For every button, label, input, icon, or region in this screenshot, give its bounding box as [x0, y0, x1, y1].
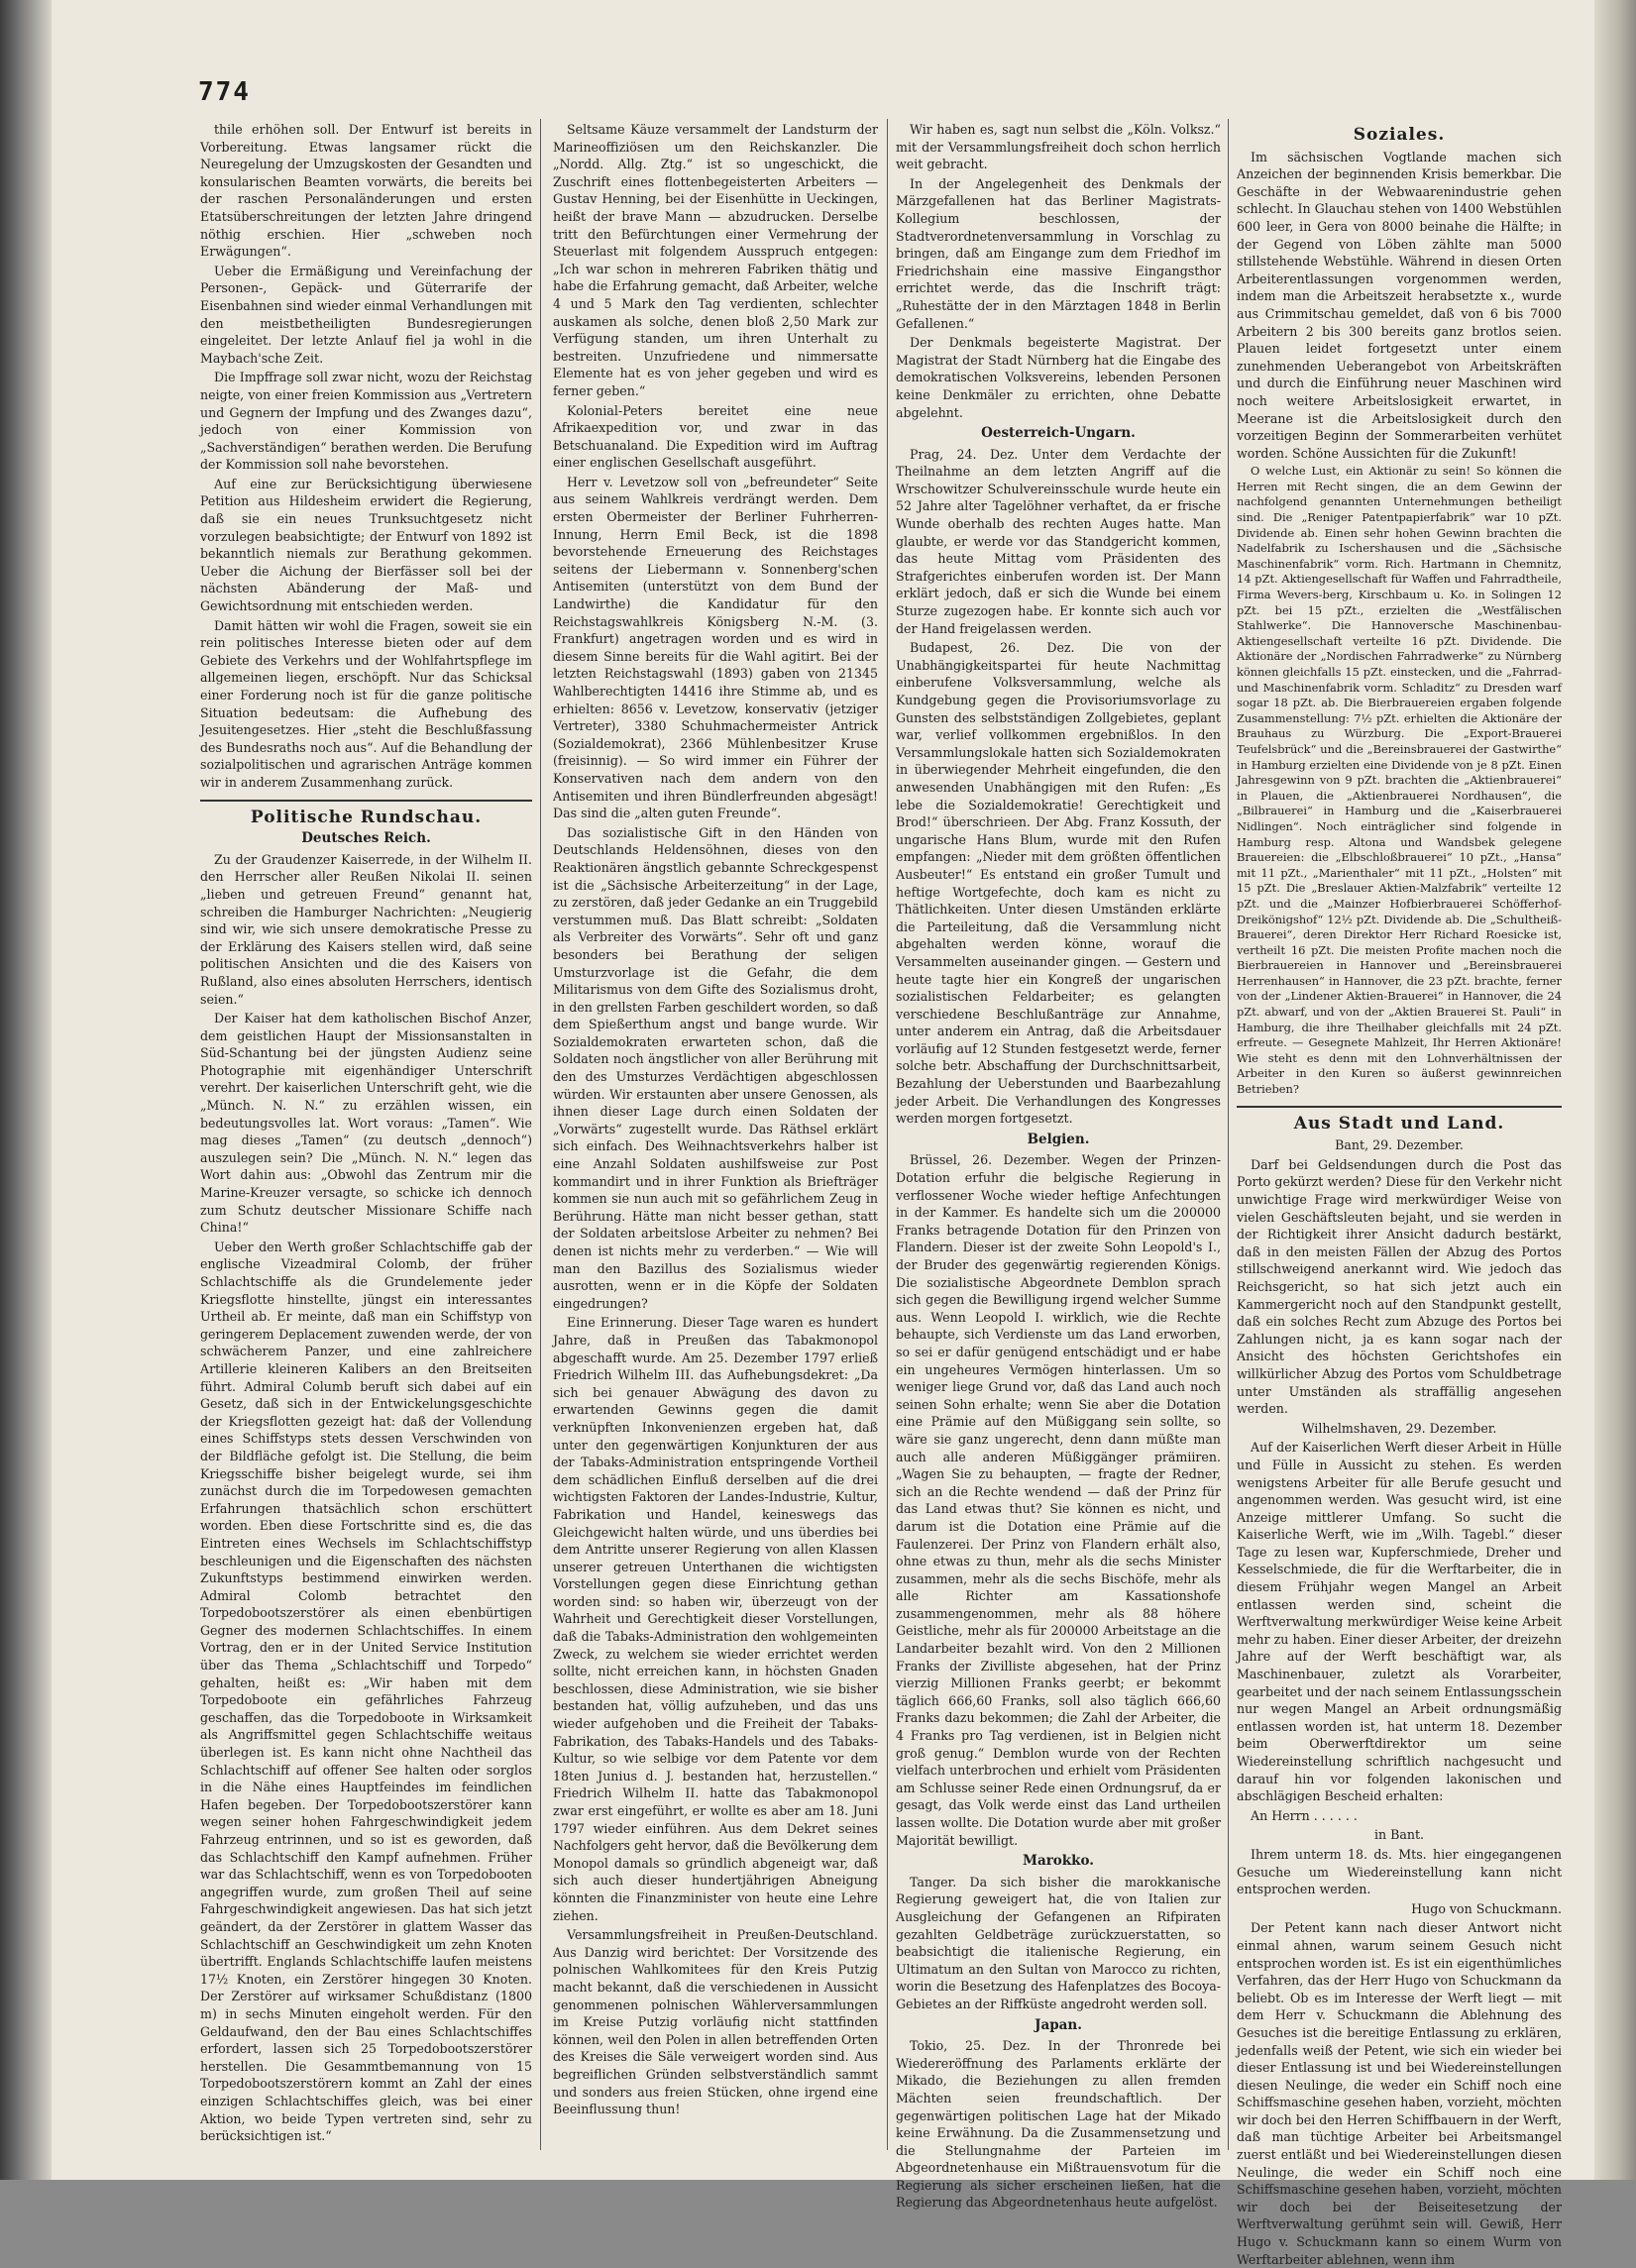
section-heading: Politische Rundschau.: [250, 807, 483, 827]
paragraph: Tanger. Da sich bisher die marokkanische Regierung geweigert hat, die von Italien zur Ausgleichung der Gefangenen an Rifpiraten gezahlten Geldbeträge zurückzuerstatten, so beabsichtigt die italienische Regierung, ein Ultimatum an den Sultan von Marocco zu richten, worin die Besetzung des Hafenplatzes des Bocoya-Gebietes an der Riffküste angedroht werden soll.: [896, 1874, 1221, 2011]
paragraph: Prag, 24. Dez. Unter dem Verdachte der Theilnahme an dem letzten Angriff auf die Wrschowitzer Schulvereinsschule wurde heute ein 52 Jahre alter Tagelöhner verhaftet, da er frische Wunde oberhalb des rechten Auges hatte. Man glaubte, er werde vor das Standgericht kommen, das heute Mittag vom Präsidenten des Strafgerichtes einberufen worden ist. Der Mann erklärt jedoch, daß er sich die Wunde bei einem Sturze zugezogen habe. Er konnte sich auch vor der Hand freigelassen werden.: [896, 446, 1221, 636]
paragraph: Auf eine zur Berücksichtigung überwiesene Petition aus Hildesheim erwidert die Regierung, daß sie ein neues Trunksuchtgesetz nicht vorzulegen beabsichtigte; der Entwurf von 1892 ist bekanntlich niemals zur Berathung gekommen. Ueber die Aichung der Bierfässer soll bei der nächsten Abänderung der Maß- und Gewichtsordnung mit entschieden werden.: [200, 476, 532, 614]
paragraph: Das sozialistische Gift in den Händen von Deutschlands Heldensöhnen, dieses von den Reaktionären ängstlich gebannte Schreckgespenst ist die „Sächsische Arbeiterzeitung“ in der Lage, zu zerstören, daß jeder Gedanke an ein Truggebild verstummen muß. Das Blatt schreibt: „Soldaten als Verbreiter des Vorwärts“. Sehr oft und ganz besonders bei Berathung der seligen Umsturzvorlage ist die Gefahr, die dem Militarismus von dem Gifte des Sozialismus droht, in den grellsten Farben geschildert worden, so daß dem Spießerthum angst und bange wurde. Wir Sozialdemokraten erwarteten schon, daß die Soldaten noch ängstlicher von aller Berührung mit den des Umsturzes Verdächtigen abgeschlossen würden. Wir erstaunten aber unsere Genossen, als ihnen dieser Lage durch einen Soldaten der „Vorwärts“ zugestellt wurde. Das Räthsel erklärt sich einfach. Des Weihnachtsverkehrs halber ist eine Anzahl Soldaten aushilfsweise zur Post kommandirt und in ihrer Funktion als Briefträger kommen sie nun auch mit so gefährlichem Zeug in Berührung. Hätte man nicht besser gethan, statt der Soldaten arbeitslose Arbeiter zu nehmen? Bei denen ist nichts mehr zu verderben.“ — Wie will man den Bazillus des Sozialismus wieder ausrotten, wenn er in die Köpfe der Soldaten eingedrungen?: [553, 824, 878, 1311]
column-4: [1237, 121, 1562, 2267]
paragraph: Seltsame Käuze versammelt der Landsturm der Marineoffiziösen um den Reichskanzler. Die „Nordd. Allg. Ztg.“ ist so ungeschickt, die Zuschrift eines flottenbegeisterten Arbeiters — Gustav Henning, bei der Eisenhütte in Ueckingen, heißt der brave Mann — abzudrucken. Derselbe tritt den Befürchtungen einer Vermehrung der Steuerlast mit folgendem Ausspruch entgegen: „Ich war schon in mehreren Fabriken thätig und habe die Erfahrung gemacht, daß Arbeiter, welche 4 und 5 Mark den Tag verdienten, schlechter auskamen als solche, denen bloß 2,50 Mark zur Verfügung standen, um ihren Unterhalt zu bestreiten. Unzufriedene und nimmersatte Elemente hat es von jeher gegeben und wird es ferner geben.“: [553, 122, 878, 398]
paragraph: In der Angelegenheit des Denkmals der Märzgefallenen hat das Berliner Magistrats-Kollegium beschlossen, der Stadtverordnetenversammlung in Vorschlag zu bringen, daß am Eingange zum dem Friedhof im Friedrichshain eine massive Eingangsthor errichtet werde, das die Inschrift trägt: „Ruhestätte der in den Märztagen 1848 in Berlin Gefallenen.“: [896, 175, 1221, 331]
paragraph: thile erhöhen soll. Der Entwurf ist bereits in Vorbereitung. Etwas langsamer rückt die Neuregelung der Umzugskosten der Gesandten und konsularischen Beamten vorwärts, die bereits bei der raschen Personaländerungen und ersten Etatsüberschreitungen der letzten Jahre dringend nöthig erschien. Hier „schweben noch Erwägungen“.: [200, 122, 532, 260]
book-edge-right: [1594, 0, 1636, 2180]
paragraph: Brüssel, 26. Dezember. Wegen der Prinzen-Dotation erfuhr die belgische Regierung in verflossener Woche wieder heftige Anfechtungen in der Kammer. Es handelte sich um die 200000 Franks betragende Dotation für den Prinzen von Flandern. Dieser ist der zweite Sohn Leopold's I., der Bruder des gegenwärtig regierenden Königs. Die sozialistische Abgeordnete Demblon sprach sich gegen die Bewilligung irgend welcher Summe aus. Wenn Leopold I. wirklich, wie die Rechte behaupte, sich Verdienste um das Land erworben, so sei er dafür genügend entschädigt und er habe ein ungeheures Vermögen hinterlassen. Um so weniger liege Grund vor, daß das Land auch noch seinen Sohn erhalte; wenn Sie aber die Dotation eine Prämie auf den Müßiggang sein sollte, so wäre sie ganz ungerecht, denn dann müßte man auch alle anderen Müßiggänger prämiiren. „Wagen Sie zu behaupten, — fragte der Redner, sich an die Rechte wendend — daß der Prinz für das Land etwas thut? Sie können es nicht, und darum ist die Dotation eine Prämie auf die Faulenzerei. Der Prinz von Flandern erhält also, ohne etwas zu thun, mehr als die sechs Minister zusammen, mehr als die sechs Bischöfe, mehr als alle Richter am Kassationshofe zusammengenommen, mehr als 88 höhere Geistliche, mehr als für 200000 Arbeitstage an die Landarbeiter bezahlt wird. Von den 2 Millionen Franks der Zivilliste abgesehen, hat der Prinz vierzig Millionen Franks geerbt; er bekommt täglich 666,60 Franks, soll also täglich 666,60 Franks dazu bekommen; die Zahl der Arbeiter, die 4 Franks pro Tag verdienen, ist in Belgien nicht groß genug.“ Demblon wurde von der Rechten vielfach unterbrochen und erhielt vom Präsidenten am Schlusse seiner Rede einen Ordnungsruf, da er gesagt, das Volk werde einst das Land urtheilen lassen wollte. Die Dotation wurde aber mit großer Majorität bewilligt.: [896, 1152, 1221, 1848]
letter-address: An Herrn . . . . . .: [1251, 1807, 1358, 1823]
paragraph: Ueber den Werth großer Schlachtschiffe gab der englische Vizeadmiral Colomb, der früher Schlachtschiffe als die Grundelemente jeder Kriegsflotte hinstellte, jüngst ein interessantes Urtheil ab. Er meinte, daß man ein Schiffstyp von geringerem Deplacement zuwenden werde, der von schwächerem Panzer, und eine zahlreichere Artillerie kleineren Kalibers an den Breitseiten führt. Admiral Columb beruft sich dabei auf ein Gesetz, daß sich in der Entwickelungsgeschichte der Kriegsflotten gezeigt hat: daß der Vollendung eines Schiffstyps stets dessen Verschwinden von der Bildfläche gefolgt ist. Die Stellung, die beim Kriegsschiffe bisher beigelegt wurde, sei ihm zunächst durch die im Torpedowesen gemachten Erfahrungen thatsächlich schon erschüttert worden. Eben diese Fortschritte sind es, die das Eintreten eines Wechsels im Schlachtschiffstyp beschleunigen und die Eigenschaften des nächsten Zukunftstyps bestimmend einwirken werden. Admiral Colomb betrachtet den Torpedobootszerstörer als einen ebenbürtigen Gegner des modernen Schlachtschiffes. In einem Vortrag, den er in der United Service Institution über das Thema „Schlachtschiff und Torpedo“ gehalten, heißt es: „Wir haben mit dem Torpedoboote ein gefährliches Fahrzeug geschaffen, das die Torpedoboote in Wirksamkeit als Angriffsmittel gegen Schlachtschiffe weitaus überlegen ist. Es kann nicht ohne Nachtheil das Schlachtschiff auf offener See halten oder sorglos in die Nähe eines Hauptfeindes im feindlichen Hafen begeben. Der Torpedobootszerstörer kann wegen seiner hohen Fahrgeschwindigkeit jedem Fahrzeug entrinnen, und so ist es geworden, daß das Schlachtschiff den Kampf aufnehmen. Früher war das Schlachtschiff, wenn es von Torpedobooten angegriffen wurde, zum großen Theil auf seine Fahrgeschwindigkeit angewiesen. Das hat sich jetzt geändert, da der Zerstörer in glattem Wasser das Schlachtschiff an Geschwindigkeit um zehn Knoten übertrifft. Englands Schlachtschiffe laufen meistens 17½ Knoten, ein Zerstörer hingegen 30 Knoten. Der Zerstörer auf wirksamer Schußdistanz (1800 m) in sechs Minuten eingeholt werden. Für den Geldaufwand, den der Bau eines Schlachtschiffes erfordert, lassen sich 25 Torpedobootszerstörer herstellen. Die Gesammtbemannung von 15 Torpedobootszerstörern kommt an Zahl der eines einzigen Schlachtschiffes gleich, was bei einer Aktion, wo beide Typen vertreten sind, sehr zu berücksichtigen ist.“: [200, 1239, 532, 2144]
section-heading: Soziales.: [1353, 125, 1446, 145]
paragraph: Zu der Graudenzer Kaiserrede, in der Wilhelm II. den Herrscher aller Reußen Nikolai II. seinen „lieben und getreuen Freund“ genannt hat, schreiben die Hamburger Nachrichten: „Neugierig sind wir, wie sich unsere demokratische Presse zu der Erklärung des Kaisers stellen wird, daß seine politischen Ansichten und die des Kaisers von Rußland, also eines absoluten Herrschers, identisch seien.“: [200, 851, 532, 1007]
dateline: Bant, 29. Dezember.: [1335, 1137, 1464, 1153]
dateline: Wilhelmshaven, 29. Dezember.: [1301, 1420, 1497, 1436]
paragraph: Versammlungsfreiheit in Preußen-Deutschland. Aus Danzig wird berichtet: Der Vorsitzende des polnischen Wahlkomitees für den Kreis Putzig macht bekannt, daß die verschiedenen in Aussicht genommenen polnischen Wählerversammlungen im Kreise Putzig vorläufig nicht stattfinden können, weil den Polen in allen betreffenden Orten des Kreises die Säle verweigert worden sind. Aus begreiflichen Gründen selbstverständlich sammt und sonders aus freien Stücken, ohne irgend eine Beeinflussung thun!: [553, 1927, 878, 2117]
letter-signature: Hugo von Schuckmann.: [1411, 1900, 1562, 1916]
paragraph: Die Impffrage soll zwar nicht, wozu der Reichstag neigte, von einer freien Kommission aus „Vertretern und Gegnern der Impfung und des Zwanges dazu“, jedoch von einer Kommission von „Sachverständigen“ berathen werden. Die Berufung der Kommission soll nahe bevorstehen.: [200, 370, 532, 473]
letter-place: in Bant.: [1373, 1827, 1425, 1843]
column-rule: [1228, 119, 1229, 2150]
book-binding-left: [0, 0, 52, 2180]
subsection-heading: Japan.: [1035, 2016, 1082, 2033]
section-heading: Aus Stadt und Land.: [1293, 1113, 1505, 1134]
paragraph: Im sächsischen Vogtlande machen sich Anzeichen der beginnenden Krisis bemerkbar. Die Geschäfte in der Webwaarenindustrie gehen schlecht. In Glauchau stehen von 1400 Webstühlen 600 leer, in Gera von 8000 beinahe die Hälfte; in der Gegend von Löben zählte man 5000 stillstehende Webstühle. Während in diesen Orten Arbeiterentlassungen vorgenommen werden, indem man die Arbeitszeit herabsetzte x., wurde aus Crimmitschau gemeldet, daß von 6 bis 7000 Arbeitern 2 bis 300 bereits ganz brotlos seien. Plauen leidet fortgesetzt unter einem zunehmenden Ueberangebot von Arbeitskräften und durch die Einführung neuer Maschinen wird noch weitere Arbeitslosigkeit erwartet, in Meerane ist die Arbeitslosigkeit durch den vorzeitigen Beginn der Sommerarbeiten verhütet worden. Schöne Aussichten für die Zukunft!: [1237, 149, 1562, 461]
section-divider: [1237, 1106, 1562, 1108]
paragraph: Der Petent kann nach dieser Antwort nicht einmal ahnen, warum seinem Gesuch nicht entsprochen worden ist. Es ist ein eigenthümliches Verfahren, das der Herr Hugo von Schuckmann da beliebt. Ob es im Interesse der Werft liegt — mit dem Herr v. Schuckmann die Ablehnung des Gesuches ist die bereitige Entlassung zu erklären, jedenfalls weiß der Petent, wie sich ein wieder bei dieser Entlassung ist und bei Wiedereinstellungen diesen Neulinge, die weder ein Schiff noch eine Schiffsmaschine gesehen haben, vorzieht, möchten wir doch bei den Herren Schiffbauern in der Werft, daß man tüchtige Arbeiter bei Arbeitsmangel zuerst entläßt und bei Wiedereinstellungen diesen Neulinge, die weder ein Schiff noch eine Schiffsmaschine gesehen haben, vorzieht, möchten wir doch bei der Beiseitesetzung der Werftverwaltung gerühmt sein will. Gewiß, Herr Hugo v. Schuckmann kann so einem Wurm von Werftarbeiter ablehnen, wenn ihm: [1237, 1920, 1562, 2267]
paragraph: Darf bei Geldsendungen durch die Post das Porto gekürzt werden? Diese für den Verkehr nicht unwichtige Frage wird merkwürdiger Weise von vielen Geschäftsleuten bejaht, und sie werden in der Richtigkeit ihrer Ansicht dadurch bestärkt, daß in den meisten Fällen der Abzug des Portos stillschweigend anerkannt wird. Wie jedoch das Reichsgericht, so hat sich jetzt auch ein Kammergericht noch auf den Standpunkt gestellt, daß ein solches Recht zum Abzuge des Portos bei Zahlungen nicht, ja es kann sogar nach der Ansicht des höchsten Gerichtshofes ein willkürlicher Abzug des Portos vom Schuldbetrage unter Umständen als straffällig angesehen werden.: [1237, 1156, 1562, 1417]
paragraph: Herr v. Levetzow soll von „befreundeter“ Seite aus seinem Wahlkreis verdrängt werden. Dem ersten Obermeister der Berliner Fuhrherren-Innung, Herrn Emil Beck, ist die 1898 bevorstehende Erneuerung des Reichstages seitens der Liebermann v. Sonnenberg'schen Antisemiten (unterstützt von dem Bund der Landwirthe) die Kandidatur für den Reichstagswahlkreis Königsberg N.-M. (3. Frankfurt) angetragen worden und es wird in diesem Sinne bereits für die Wahl agitirt. Bei der letzten Reichstagswahl (1893) gaben von 21345 Wahlberechtigten 14416 ihre Stimme ab, und es erhielten: 8656 v. Levetzow, konservativ (jetziger Vertreter), 3380 Schuhmachermeister Antrick (Sozialdemokrat), 2366 Mühlenbesitzer Kruse (freisinnig). — So wird immer ein Führer der Konservativen nach dem andern von den Antisemiten und ihren Bündlerfreunden abgesägt! Das sind die „alten guten Freunde“.: [553, 474, 878, 821]
subsection-heading: Deutsches Reich.: [301, 830, 431, 847]
subsection-heading: Marokko.: [1023, 1853, 1094, 1870]
column-1: [200, 121, 532, 2142]
column-2: [553, 121, 878, 2142]
paragraph: Auf der Kaiserlichen Werft dieser Arbeit in Hülle und Fülle in Aussicht zu stehen. Es werden wenigstens Arbeiter für alle Berufe gesucht und angenommen werden. Was gesucht wird, ist eine Anzeige mittlerer Umfang. So sucht die Kaiserliche Werft, wie im „Wilh. Tagebl.“ dieser Tage zu lesen war, Kupferschmiede, Dreher und Kesselschmiede, die für die Werftarbeiter, die in diesem Frühjahr wegen Mangel an Arbeit entlassen werden sind, scheint die Werftverwaltung merkwürdiger Weise keine Arbeit mehr zu haben. Einer dieser Arbeiter, der dreizehn Jahre auf der Werft beschäftigt war, als Maschinenbauer, zuletzt als Vorarbeiter, gearbeitet und der nach seinem Entlassungsschein nur wegen Mangel an Arbeit ordnungsmäßig entlassen worden ist, hat unterm 18. Dezember beim Oberwerftdirektor um seine Wiedereinstellung schriftlich nachgesucht und darauf hin vor folgenden lakonischen und abschlägigen Bescheid erhalten:: [1237, 1440, 1562, 1804]
paragraph: Der Denkmals begeisterte Magistrat. Der Magistrat der Stadt Nürnberg hat die Eingabe des demokratischen Volksvereins, lebenden Personen keine Denkmäler zu errichten, ohne Debatte abgelehnt.: [896, 335, 1221, 420]
subsection-heading: Oesterreich-Ungarn.: [981, 425, 1136, 442]
paragraph: Budapest, 26. Dez. Die von der Unabhängigkeitspartei für heute Nachmittag einberufene Volksversammlung, welche als Kundgebung gegen die Provisoriumsvorlage zu Gunsten des selbstständigen Zollgebietes, geplant war, verlief vollkommen ergebnißlos. In den Versammlungslokale hatten sich Sozialdemokraten in überwiegender Mehrheit eingefunden, die den anwesenden Unabhängigen mit den Rufen: „Es lebe die Sozialdemokratie! Gerechtigkeit und Brod!“ überschrieen. Der Abg. Franz Kossuth, der ungarische Hans Blum, wurde mit den Rufen empfangen: „Nieder mit dem größten öffentlichen Ausbeuter!“ Es entstand ein großer Tumult und heftige Wortgefechte, doch kam es nicht zu Thätlichkeiten. Unter diesen Umständen erklärte die Parteileitung, daß die Versammlung nicht abgehalten werden könne, worauf die Versammelten auseinander gingen. — Gestern und heute tagte hier ein Kongreß der ungarischen sozialistischen Feldarbeiter; es gelangten verschiedene Beschlußanträge zur Annahme, unter anderem ein Antrag, daß die Arbeitsdauer vorläufig auf 12 Stunden festgesetzt werde, ferner solche betr. Abschaffung der Durchschnittsarbeit, Bezahlung der Ueberstunden und Baarbezahlung jeder Arbeit. Die Verhandlungen des Kongresses werden morgen fortgesetzt.: [896, 640, 1221, 1127]
newspaper-page: [52, 0, 1636, 2267]
column-3: [896, 121, 1221, 2211]
column-rule: [540, 119, 541, 2150]
paragraph: Der Kaiser hat dem katholischen Bischof Anzer, dem geistlichen Haupt der Missionsanstalten in Süd-Schantung bei der jüngsten Audienz seine Photographie mit eigenhändiger Unterschrift verehrt. Der kaiserlichen Unterschrift geht, wie die „Münch. N. N.“ zu erzählen wissen, ein bedeutungsvolles lat. Wort voraus: „Tamen“. Wie mag dieses „Tamen“ (zu deutsch „dennoch“) auszulegen sein? Die „Münch. N. N.“ legen das Wort dahin aus: „Obwohl das Zentrum mir die Marine-Kreuzer versagte, so schicke ich dennoch zum Schutz deutscher Missionare Schiffe nach China!“: [200, 1011, 532, 1236]
subsection-heading: Belgien.: [1027, 1131, 1090, 1147]
column-rule: [887, 119, 888, 2150]
paragraph: Kolonial-Peters bereitet eine neue Afrikaexpedition vor, und zwar in das Betschuanaland. Die Expedition wird im Auftrag einer englischen Gesellschaft ausgeführt.: [553, 402, 878, 471]
paragraph: Damit hätten wir wohl die Fragen, soweit sie ein rein politisches Interesse bieten oder auf dem Gebiete des Verkehrs und der Wohlfahrtspflege im allgemeinen liegen, erschöpft. Nur das Schicksal einer Forderung noch ist für die ganze politische Situation bedeutsam: die Aufhebung des Jesuitengesetzes. Hier „steht die Beschlußfassung des Bundesraths noch aus“. Auf die Behandlung der sozialpolitischen und agrarischen Anträge kommen wir in anderem Zusammenhang zurück.: [200, 617, 532, 790]
page-number: 774: [198, 77, 251, 107]
section-divider: [200, 800, 532, 802]
letter-body: Ihrem unterm 18. ds. Mts. hier eingegangenen Gesuche um Wiedereinstellung kann nicht entsprochen werden.: [1237, 1846, 1562, 1897]
paragraph: Wir haben es, sagt nun selbst die „Köln. Volksz.“ mit der Versammlungsfreiheit doch schon herrlich weit gebracht.: [896, 122, 1221, 172]
paragraph: O welche Lust, ein Aktionär zu sein! So können die Herren mit Recht singen, die an dem Gewinn der nachfolgend genannten Unternehmungen betheiligt sind. Die „Reniger Patentpapierfabrik“ war 10 pZt. Dividende ab. Einen sehr hohen Gewinn brachten die Nadelfabrik zu Ischershausen und die „Sächsische Maschinenfabrik“ vorm. Rich. Hartmann in Chemnitz, 14 pZt. Aktiengesellschaft für Waffen und Fahrradtheile, Firma Wevers-berg, Kirschbaum u. Ko. in Solingen 12 pZt. bei 15 pZt., erzielten die „Westfälischen Stahlwerke“. Die Hannoversche Maschinenbau-Aktiengesellschaft verteilte 16 pZt. Dividende. Die Aktionäre der „Nordischen Fahrradwerke“ zu Nürnberg können gleichfalls 15 pZt. einstecken, und die „Fahrrad- und Maschinenfabrik vorm. Schladitz“ zu Dresden warf sogar 18 pZt. ab. Die Bierbrauereien ergaben folgende Zusammenstellung: 7½ pZt. erhielten die Aktionäre der Brauhaus zu Würzburg. Die „Export-Brauerei Teufelsbrück“ und die „Bereinsbrauerei der Gastwirthe“ in Hamburg erzielten eine Dividende von je 8 pZt. Einen Jahresgewinn von 9 pZt. brachten die „Aktienbrauerei“ in Plauen, die „Aktienbrauerei Nordhausen“, die „Bilbrauerei“ in Hamburg und die „Kaiserbrauerei Nidlingen“. Noch einträglicher sind folgende in Hamburg resp. Altona und Wandsbek gelegene Brauereien: die „Elbschloßbrauerei“ 10 pZt., „Hansa“ mit 11 pZt., „Marienthaler“ mit 11 pZt., „Holsten“ mit 15 pZt. Die „Breslauer Aktien-Malzfabrik“ verteilte 12 pZt. und die „Mainzer Hofbierbrauerei Schöfferhof-Dreikönigshof“ 12½ pZt. Dividende ab. Die „Schultheiß-Brauerei“, deren Direktor Herr Richard Roesicke ist, vertheilt 16 pZt. Die meisten Profite machen noch die Bierbrauereien in Hannover und „Bereinsbrauerei Herrenhausen“ in Hannover, die 23 pZt. brachte, ferner von der „Lindener Aktien-Brauerei“ in Hannover, die 24 pZt. abwarf, und von der „Aktien Brauerei St. Pauli“ in Hamburg, die ihre Theilhaber gleichfalls mit 24 pZt. erfreute. — Gesegnete Mahlzeit, Ihr Herren Aktionäre! Wie steht es denn mit den Lohnverhältnissen der Arbeiter in den Kuren so äußerst gewinnreichen Betrieben?: [1237, 464, 1562, 1097]
paragraph: Eine Erinnerung. Dieser Tage waren es hundert Jahre, daß in Preußen das Tabakmonopol abgeschafft wurde. Am 25. Dezember 1797 erließ Friedrich Wilhelm III. das Aufhebungsdekret: „Da sich bei genauer Abwägung des davon zu erwartenden Gewinns gegen die damit verknüpften Inkonvenienzen ergeben hat, daß unter den gegenwärtigen Konjunkturen der aus der Tabaks-Administration entspringende Vortheil dem schädlichen Einfluß derselben auf die drei wichtigsten Faktoren der Landes-Industrie, Kultur, Fabrikation und Handel, keineswegs das Gleichgewicht halten würde, und uns überdies bei dem Antritte unserer Regierung von allen Klassen unserer getreuen Unterthanen die wichtigsten Vorstellungen gegen diese Einrichtung gethan worden sind: so haben wir, überzeugt von der Wahrheit und Gerechtigkeit dieser Vorstellungen, daß die Tabaks-Administration den wohlgemeinten Zweck, zu welchem sie wieder errichtet werden sollte, nicht erreichen kann, in höchsten Gnaden beschlossen, diese Administration, wie sie bisher bestanden hat, völlig aufzuheben, und das uns wieder aufgehoben und die Freiheit der Tabaks-Fabrikation, des Tabaks-Handels und des Tabaks-Kultur, so wie selbige vor dem Patente vor dem 18ten Junius d. J. bestanden hat, herzustellen.“ Friedrich Wilhelm II. hatte das Tabakmonopol zwar erst eingeführt, er wollte es aber am 18. Juni 1797 wieder einführen. Aus dem Dekret seines Nachfolgers geht hervor, daß die Bevölkerung dem Monopol damals so gründlich abgeneigt war, daß sich auch dieser hundertjährigen Abneigung könnten die Finanzminister von heute eine Lehre ziehen.: [553, 1315, 878, 1923]
paragraph: Tokio, 25. Dez. In der Thronrede bei Wiedereröffnung des Parlaments erklärte der Mikado, die Beziehungen zu allen fremden Mächten seien freundschaftlich. Der gegenwärtigen politischen Lage hat der Mikado keine Erwähnung. Da die Zusammensetzung und die Stellungnahme der Parteien im Abgeordnetenhause ein Mißtrauensvotum für die Regierung als sicher erscheinen ließen, hat die Regierung das Abgeordnetenhaus heute aufgelöst.: [896, 2038, 1221, 2211]
paragraph: Ueber die Ermäßigung und Vereinfachung der Personen-, Gepäck- und Güterrarife der Eisenbahnen sind wieder einmal Verhandlungen mit den meistbetheiligten Bundesregierungen eingeleitet. Der letzte Anlauf fiel ja wohl in die Maybach'sche Zeit.: [200, 263, 532, 366]
